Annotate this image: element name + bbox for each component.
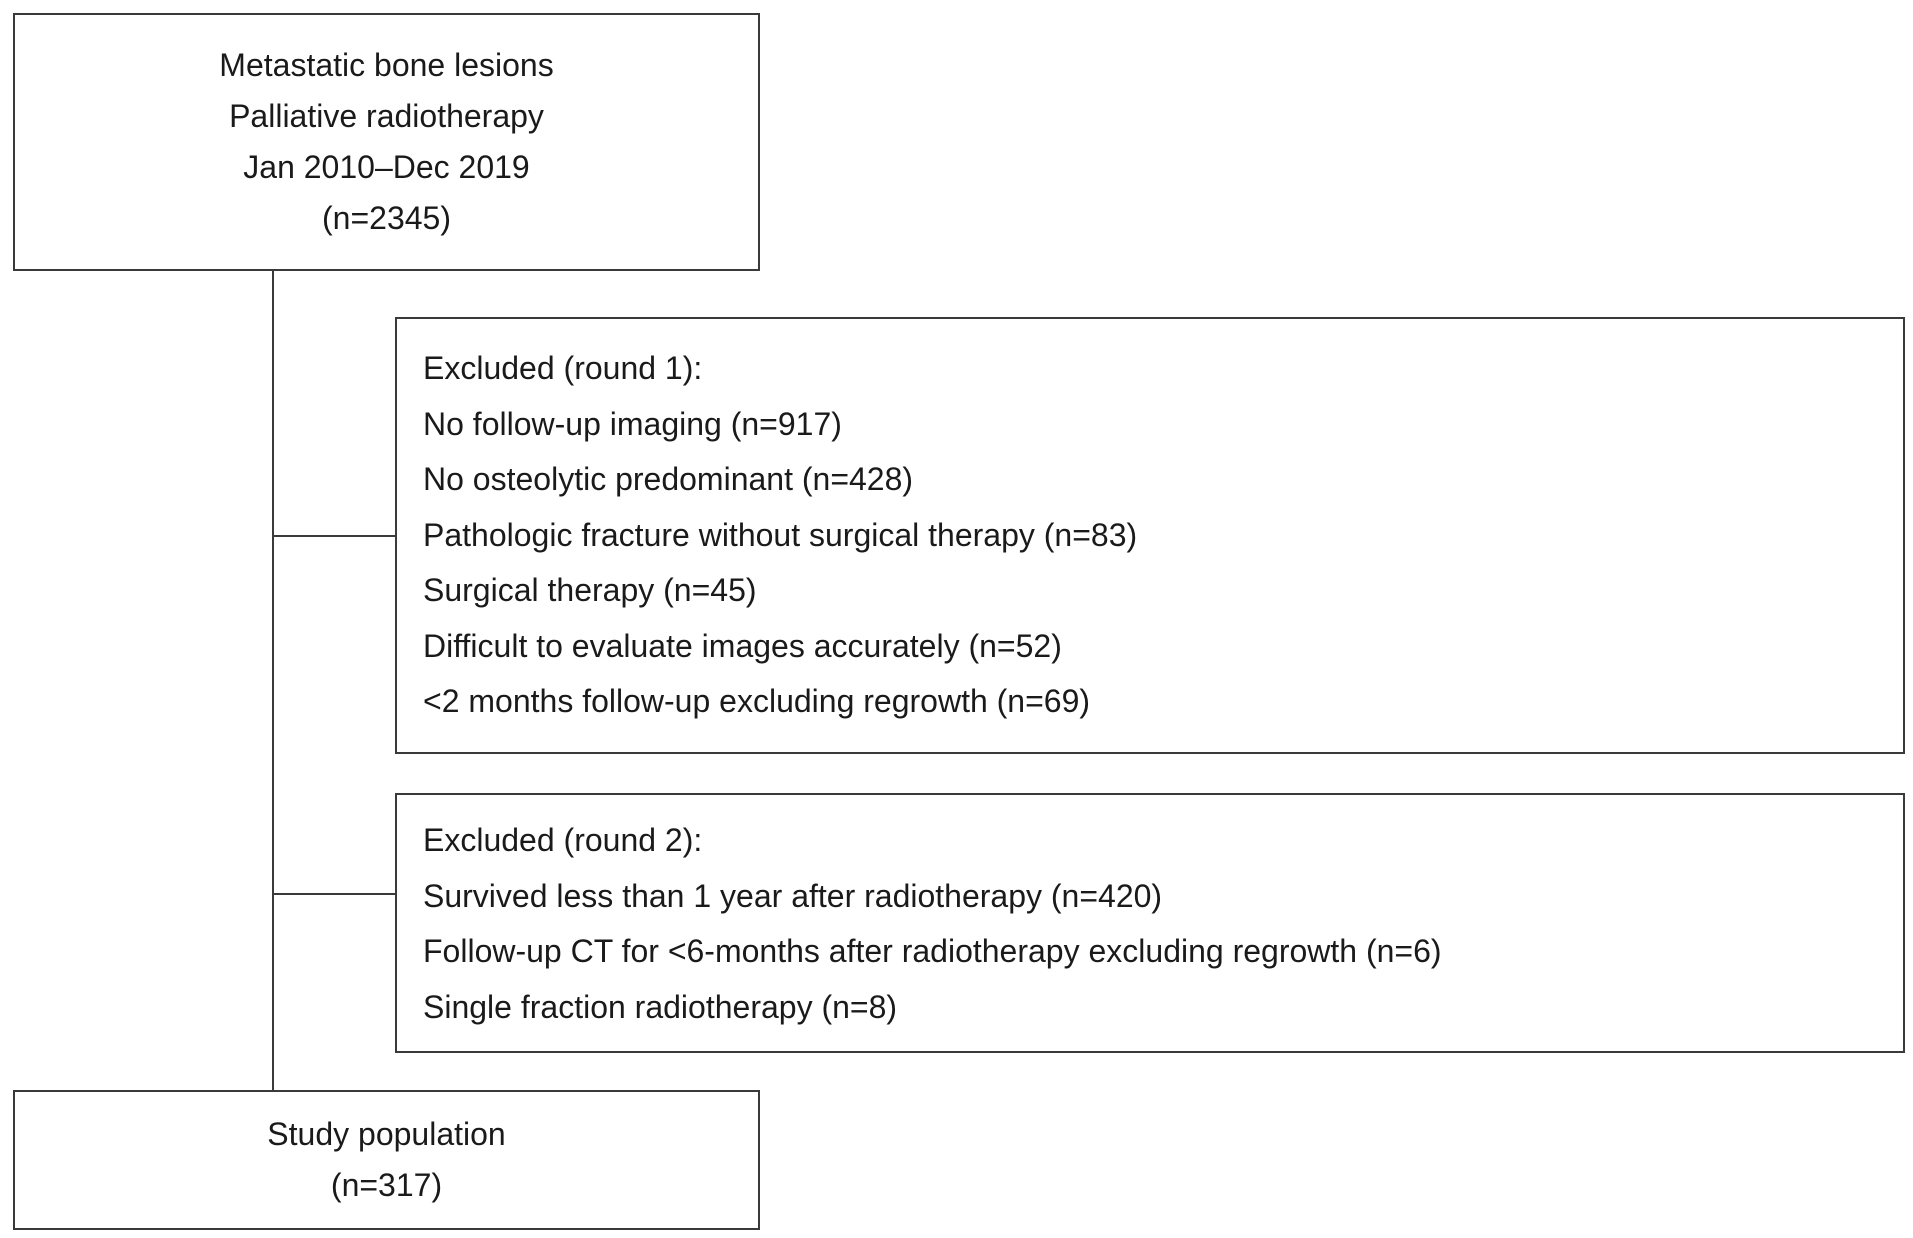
exclusion-item: Survived less than 1 year after radiotherapy (n=420)	[423, 877, 1163, 914]
study-population-label: Study population	[267, 1116, 506, 1152]
exclusion-round-1-box	[395, 317, 1905, 754]
exclusion-round-2-box	[395, 793, 1905, 1053]
exclusion-item: Pathologic fracture without surgical therapy (n=83)	[423, 516, 1138, 553]
exclusion-item: Difficult to evaluate images accurately (n=52)	[423, 627, 1062, 664]
exclusion-item: No follow-up imaging (n=917)	[423, 405, 842, 442]
study-population-count: (n=317)	[330, 1167, 443, 1203]
study-population-box	[13, 1090, 760, 1230]
exclusion-item: Single fraction radiotherapy (n=8)	[423, 988, 898, 1025]
branch-connector-round-2	[272, 893, 395, 895]
exclusion-item: Surgical therapy (n=45)	[423, 572, 757, 608]
flow-main-connector	[272, 271, 274, 1090]
branch-connector-round-1	[272, 535, 395, 537]
exclusion-item: No osteolytic predominant (n=428)	[423, 461, 914, 497]
exclusion-round-1-title: Excluded (round 1):	[423, 350, 703, 386]
cohort-count: (n=2345)	[322, 200, 451, 236]
exclusion-item: Follow-up CT for <6-months after radiotherapy excluding regrowth (n=6)	[423, 933, 1442, 969]
cohort-treatment: Palliative radiotherapy	[229, 98, 544, 134]
cohort-description: Metastatic bone lesions	[219, 47, 554, 83]
cohort-period: Jan 2010–Dec 2019	[243, 149, 530, 185]
exclusion-round-2-title: Excluded (round 2):	[423, 822, 703, 858]
initial-cohort-box	[13, 13, 760, 271]
exclusion-item: <2 months follow-up excluding regrowth (n=69)	[423, 683, 1091, 719]
